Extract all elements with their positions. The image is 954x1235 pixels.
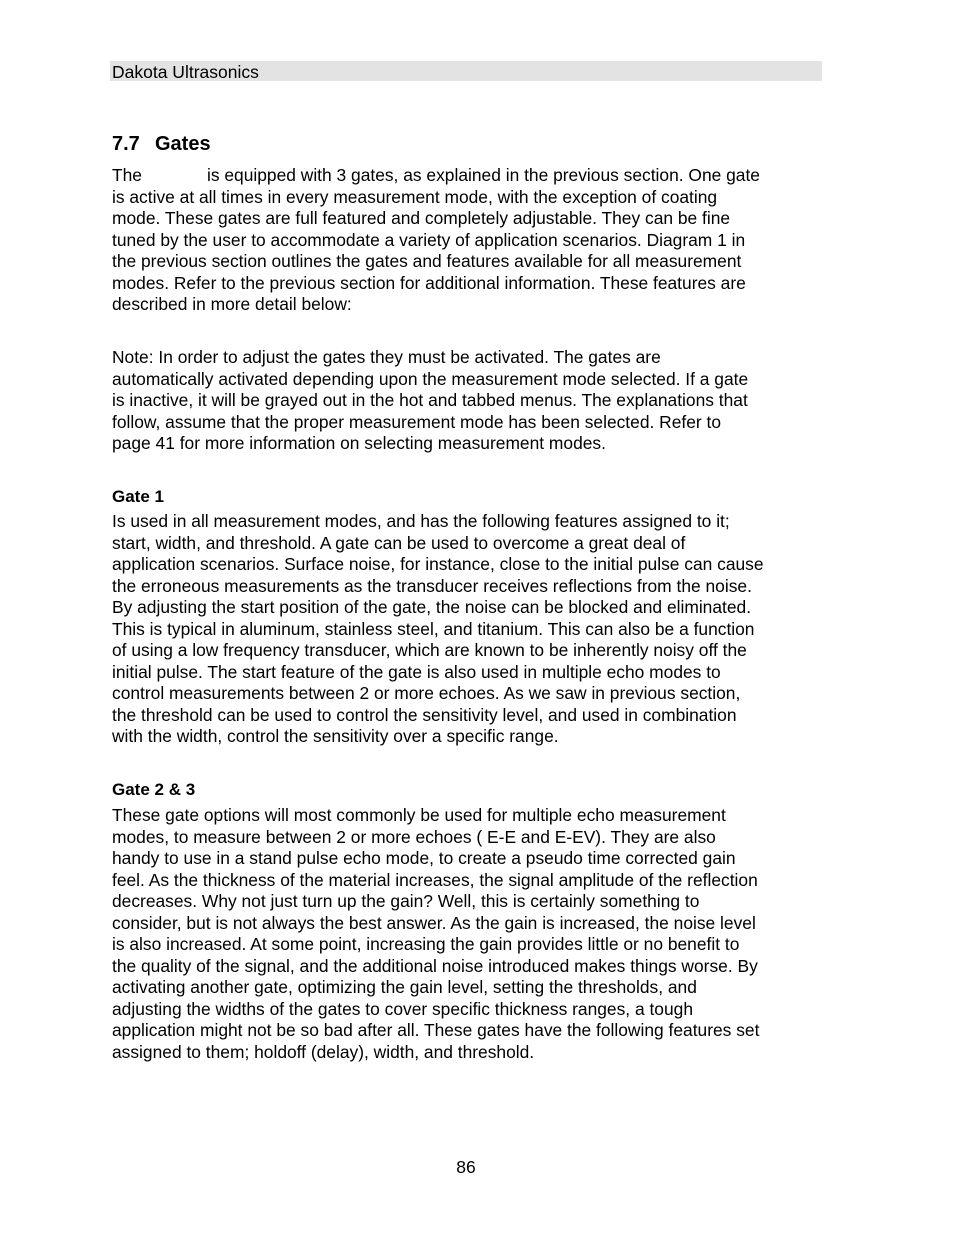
note-line: automatically activated depending upon the measurement mode selected. If a gate [112, 368, 749, 389]
note-line: page 41 for more information on selecting measurement modes. [112, 433, 606, 453]
gate23-heading: Gate 2 & 3 [112, 780, 196, 799]
page-number: 86 [456, 1157, 476, 1177]
intro-line: described in more detail below: [112, 294, 352, 314]
gate23-line: is also increased. At some point, increasing the gain provides little or no benefit to [112, 934, 740, 954]
gate1-line: control measurements between 2 or more echoes. As we saw in previous section, [112, 683, 741, 703]
note-line: is inactive, it will be grayed out in the hot and tabbed menus. The explanations that [112, 390, 748, 410]
gate1-line: initial pulse. The start feature of the gate is also used in multiple echo modes to [112, 661, 721, 682]
gate1-heading: Gate 1 [112, 487, 164, 506]
gate1-paragraph [112, 511, 764, 748]
intro-line: is active at all times in every measurement mode, with the exception of coating [112, 186, 718, 207]
gate1-line: of using a low frequency transducer, which are known to be inherently noisy off the [112, 640, 747, 660]
intro-line: mode. These gates are full featured and completely adjustable. They can be fine [112, 208, 731, 228]
gate1-line: application scenarios. Surface noise, for instance, close to the initial pulse can cause [112, 554, 764, 574]
gate1-line: By adjusting the start position of the gate, the noise can be blocked and eliminated. [112, 597, 752, 617]
section-title-text: Gates [155, 133, 211, 155]
gate23-line: modes, to measure between 2 or more echoes ( E-E and E-EV). They are also [112, 826, 716, 847]
section-number: 7.7 [112, 133, 140, 155]
gate1-line: Is used in all measurement modes, and has the following features assigned to it; [112, 511, 730, 531]
running-header-title: Dakota Ultrasonics [112, 62, 259, 82]
gate23-line: application might not be so bad after all. These gates have the following features set [112, 1020, 760, 1040]
gate23-paragraph [112, 805, 759, 1063]
gate23-line: consider, but is not always the best answer. As the gain is increased, the noise level [112, 912, 756, 933]
gate1-line: start, width, and threshold. A gate can be used to overcome a great deal of [112, 532, 686, 553]
gate23-line: assigned to them; holdoff (delay), width, and threshold. [112, 1041, 535, 1062]
gate23-line: These gate options will most commonly be used for multiple echo measurement [112, 805, 726, 825]
gate1-line: This is typical in aluminum, stainless steel, and titanium. This can also be a function [112, 618, 755, 639]
running-header [110, 61, 822, 81]
gate23-line: feel. As the thickness of the material increases, the signal amplitude of the reflection [112, 869, 758, 890]
note-line: Note: In order to adjust the gates they must be activated. The gates are [112, 347, 661, 367]
gate23-line: handy to use in a stand pulse echo mode, to create a pseudo time corrected gain [112, 848, 736, 868]
intro-line: The is equipped with 3 gates, as explained in the previous section. One gate [112, 165, 760, 185]
gate23-line: activating another gate, optimizing the gain level, setting the thresholds, and [112, 977, 697, 997]
gate1-line: the erroneous measurements as the transducer receives reflections from the noise. [112, 575, 752, 596]
intro-first-word: The [112, 165, 142, 185]
intro-line: the previous section outlines the gates and features available for all measurement [112, 251, 742, 271]
intro-paragraph [112, 165, 760, 316]
gate23-line: adjusting the widths of the gates to cover specific thickness ranges, a tough [112, 998, 693, 1019]
note-line: follow, assume that the proper measurement mode has been selected. Refer to [112, 411, 722, 432]
section-title [112, 131, 211, 157]
gate1-line: the threshold can be used to control the sensitivity level, and used in combination [112, 704, 737, 725]
gate1-line: with the width, control the sensitivity over a specific range. [112, 726, 559, 746]
gate23-line: decreases. Why not just turn up the gain? Well, this is certainly something to [112, 891, 700, 911]
gate23-line: the quality of the signal, and the additional noise introduced makes things worse. By [112, 955, 758, 976]
intro-line: modes. Refer to the previous section for additional information. These features are [112, 272, 746, 293]
note-paragraph [112, 347, 748, 455]
intro-line: tuned by the user to accommodate a variety of application scenarios. Diagram 1 in [112, 229, 746, 250]
